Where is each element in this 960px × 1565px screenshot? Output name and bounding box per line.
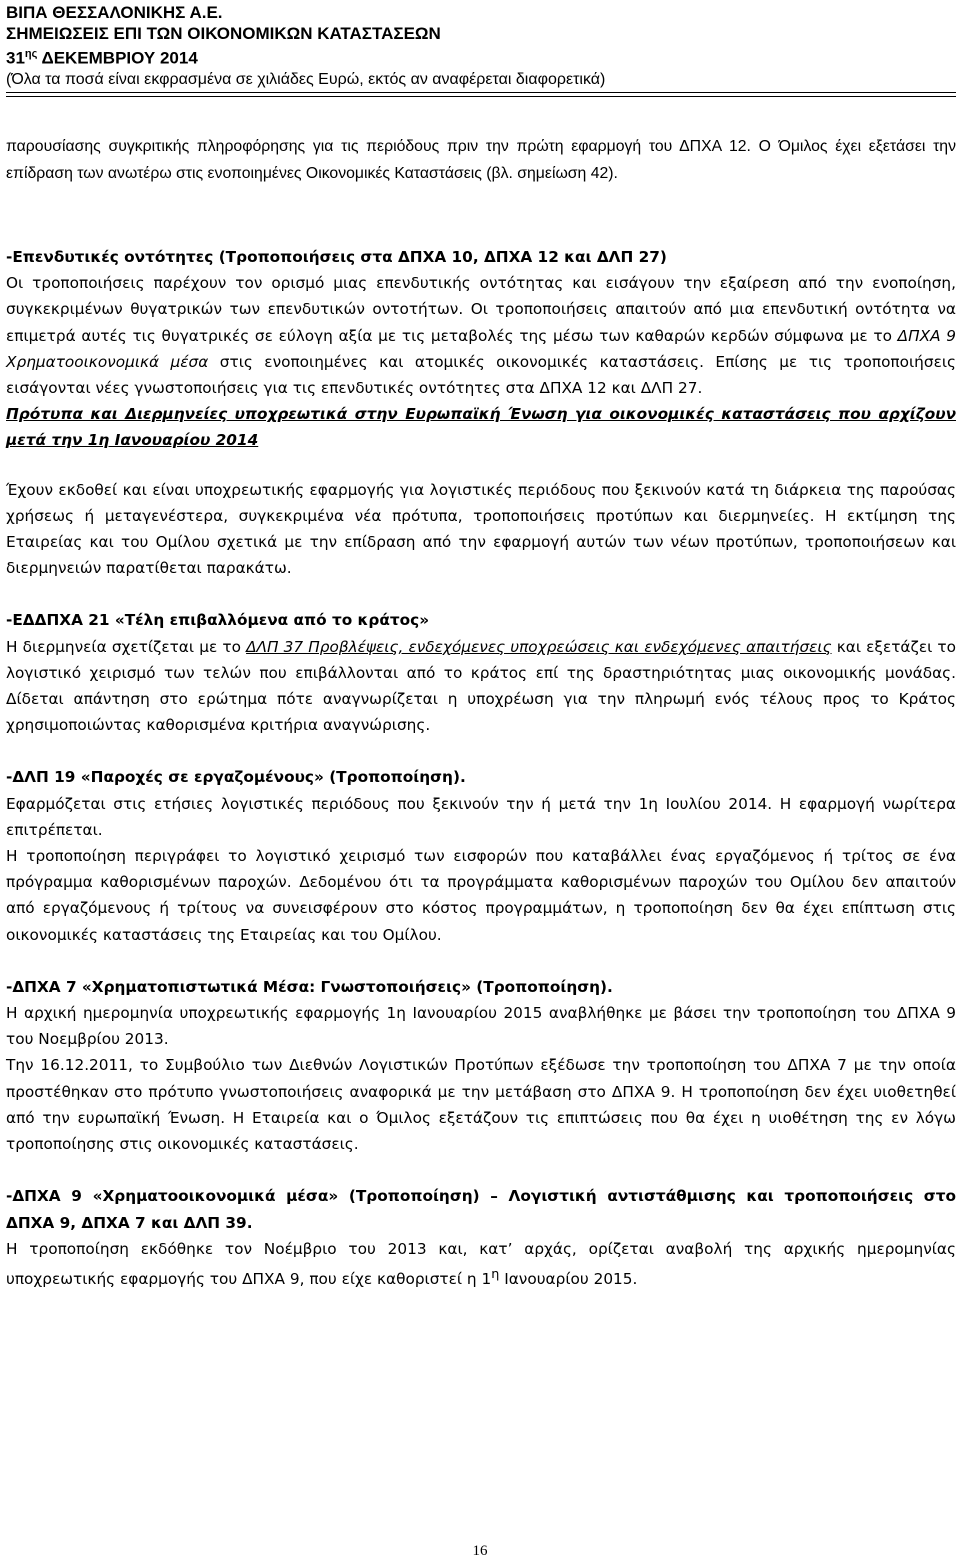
standards-section-heading: Πρότυπα και Διερμηνείες υποχρεωτικά στην Ευρωπαϊκή Ένωση για οικονομικές καταστάσεις που αρχίζουν μετά την 1η Ιανουαρίου 2014 [6, 405, 956, 450]
notes-title: ΣΗΜΕΙΩΣΕΙΣ ΕΠΙ ΤΩΝ ΟΙΚΟΝΟΜΙΚΩΝ ΚΑΤΑΣΤΑΣΕΩΝ [6, 24, 441, 43]
ifric21-heading: -ΕΔΔΠΧΑ 21 «Τέλη επιβαλλόμενα από το κράτος» [6, 611, 430, 630]
date-suffix: ης [24, 48, 38, 60]
investment-entities-paragraph: Οι τροποποιήσεις παρέχουν τον ορισμό μιας επενδυτικής οντότητας και εισάγουν την εξαίρεση από την ενοποίηση, συγκεκριμένων θυγατρικών των επενδυτικών οντοτήτων. Οι τροποποιήσεις απαιτούν από μια επενδυτική οντότητα να επιμετρά αυτές τις θυγατρικές σε εύλογη αξία με τις μεταβολές της μέσω των καθαρών κερδών σύμφωνα με το ΔΠΧΑ 9 Χρηματοοικονομικά μέσα στις ενοποιημένες και ατομικές οικονομικές καταστάσεις. Επίσης με τις τροποποιήσεις εισάγονται νέες γνωστοποιήσεις για τις επενδυτικές οντότητες στα ΔΠΧΑ 12 και ΔΛΠ 27. [6, 274, 956, 398]
amounts-note: (Όλα τα ποσά είναι εκφρασμένα σε χιλιάδες Ευρώ, εκτός αν αναφέρεται διαφορετικά) [6, 70, 606, 88]
spacer [6, 581, 956, 607]
spacer [6, 1157, 956, 1183]
ifrs7-heading: -ΔΠΧΑ 7 «Χρηματοπιστωτικά Μέσα: Γνωστοποιήσεις» (Τροποποίηση). [6, 977, 613, 996]
ias19-paragraph-2: Η τροποποίηση περιγράφει το λογιστικό χειρισμό των εισφορών που καταβάλλει ένας εργαζόμενος ή τρίτος σε ένα πρόγραμμα καθορισμένων παροχών. Δεδομένου ότι τα προγράμματα καθορισμένων παροχών του Ομίλου δεν απαιτούν από εργαζόμενους ή τρίτους να συνεισφέρουν στο κόστος προγραμμάτων, η τροποποίηση δεν θα έχει επίπτωση στις οικονομικές καταστάσεις της Εταιρείας και του Ομίλου. [6, 847, 956, 944]
date-month-year: ΔΕΚΕΜΒΡΙΟΥ 2014 [41, 48, 198, 68]
company-name: ΒΙΠΑ ΘΕΣΣΑΛΟΝΙΚΗΣ Α.Ε. [6, 3, 223, 22]
ias19-paragraph-1: Εφαρμόζεται στις ετήσιες λογιστικές περιόδους που ξεκινούν την ή μετά την 1η Ιουλίου 2014. Η εφαρμογή νωρίτερα επιτρέπεται. [6, 794, 956, 839]
ifrs7-paragraph-2: Την 16.12.2011, το Συμβούλιο των Διεθνών Λογιστικών Προτύπων εξέδωσε την τροποποίηση του ΔΠΧΑ 7 με την οποία προστέθηκαν στο πρότυπο γνωστοποιήσεις αναφορικά με την μετάβαση στο ΔΠΧΑ 9. Η τροποποίηση δεν έχει υιοθετηθεί από την ευρωπαϊκή Ένωση. Η Εταιρεία και ο Όμιλος εξετάζουν τις επιπτώσεις που θα έχει η υιοθέτηση της εν λόγω τροποποίησης στις οικονομικές καταστάσεις. [6, 1056, 956, 1154]
ifrs9-paragraph: Η τροποποίηση εκδόθηκε τον Νοέμβριο του 2013 και, κατ’ αρχάς, ορίζεται αναβολή της αρχικής ημερομηνίας υποχρεωτικής εφαρμογής του ΔΠΧΑ 9, που είχε καθοριστεί η $1^\eta$ Ιανουαρίου 2015. [6, 1239, 956, 1288]
header-divider-secondary [6, 96, 956, 97]
ifrs9-reference: ΔΠΧΑ 9 Χρηματοοικονομικά μέσα [6, 326, 956, 371]
notes-body [6, 244, 956, 1292]
date-day: 31 [6, 48, 25, 68]
standards-section-paragraph: Έχουν εκδοθεί και είναι υποχρεωτικής εφαρμογής για λογιστικές περιόδους που ξεκινούν κατά τη διάρκεια της παρούσας χρήσεως ή μεταγενέστερα, συγκεκριμένα νέα πρότυπα, τροποποιήσεις προτύπων και διερμηνείες. Η εκτίμηση της Εταιρείας και του Ομίλου σχετικά με την επίδραση από την εφαρμογή αυτών των νέων προτύπων, τροποποιήσεων και διερμηνειών παρατίθεται παρακάτω. [6, 480, 956, 578]
ordinal-suffix: η [491, 1266, 500, 1282]
spacer [6, 948, 956, 974]
intro-continuation [6, 134, 956, 187]
ias19-heading: -ΔΛΠ 19 «Παροχές σε εργαζομένους» (Τροποποίηση). [6, 768, 466, 787]
ifrs9-heading: -ΔΠΧΑ 9 «Χρηματοοικονομικά μέσα» (Τροποποίηση) – Λογιστική αντιστάθμισης και τροποποιήσεις στο ΔΠΧΑ 9, ΔΠΧΑ 7 και ΔΛΠ 39. [6, 1187, 956, 1232]
intro-paragraph: παρουσίασης συγκριτικής πληροφόρησης για τις περιόδους πριν την πρώτη εφαρμογή του ΔΠΧΑ 12. Ο Όμιλος έχει εξετάσει την επίδραση των ανωτέρω στις ενοποιημένες Οικονομικές Καταστάσεις (βλ. σημείωση 42). [6, 138, 956, 182]
ifric21-paragraph: Η διερμηνεία σχετίζεται με το ΔΛΠ 37 Προβλέψεις, ενδεχόμενες υποχρεώσεις και ενδεχόμενες απαιτήσεις και εξετάζει το λογιστικό χειρισμό των τελών που επιβάλλονται από το κράτος επί της δραστηριότητας μιας οικονομικής μονάδας. Δίδεται απάντηση στο ερώτημα πότε αναγνωρίζεται η υποχρέωση για την πληρωμή ενός τέλους προς το Κράτος χρησιμοποιώντας καθορισμένα κριτήρια αναγνώρισης. [6, 637, 956, 735]
page-header [6, 2, 956, 91]
page-number: 16 [472, 1543, 488, 1559]
ifrs7-paragraph-1: Η αρχική ημερομηνία υποχρεωτικής εφαρμογής 1η Ιανουαρίου 2015 αναβλήθηκε με βάσει την τροποποίηση του ΔΠΧΑ 9 του Νοεμβρίου 2013. [6, 1004, 956, 1049]
spacer [6, 454, 956, 477]
ias37-reference: ΔΛΠ 37 Προβλέψεις, ενδεχόμενες υποχρεώσεις και ενδεχόμενες απαιτήσεις [246, 637, 832, 656]
spacer [6, 738, 956, 764]
header-divider [6, 92, 956, 93]
investment-entities-heading: -Επενδυτικές οντότητες (Τροποποιήσεις στα ΔΠΧΑ 10, ΔΠΧΑ 12 και ΔΛΠ 27) [6, 248, 667, 266]
reporting-date [6, 44, 956, 69]
